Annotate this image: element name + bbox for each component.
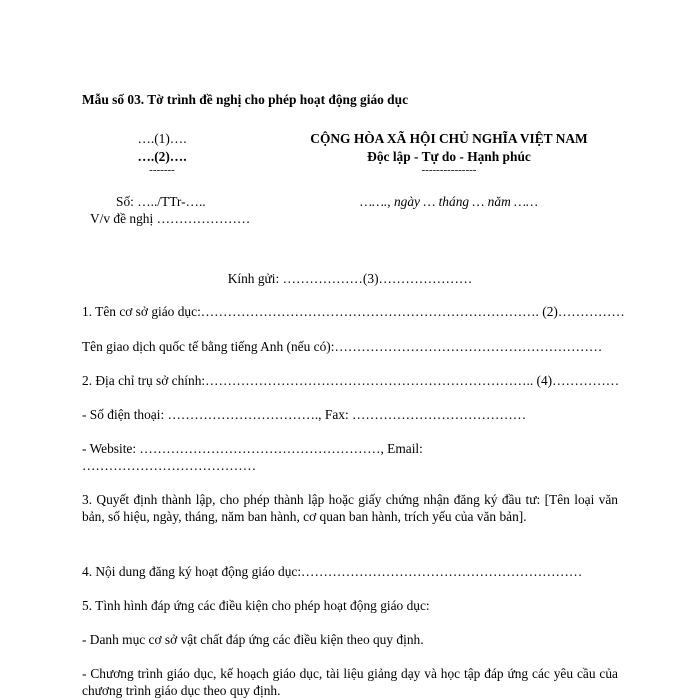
- bullet-facilities: - Danh mục cơ sở vật chất đáp ứng các điều kiện theo quy định.: [82, 632, 424, 647]
- form-title: Mẫu số 03. Tờ trình đề nghị cho phép hoạt động giáo dục: [82, 92, 409, 107]
- agency-line-1: ….(1)….: [137, 131, 187, 146]
- recipient-line: Kính gửi: ………………(3)…………………: [227, 271, 473, 286]
- national-motto: Độc lập - Tự do - Hạnh phúc: [367, 149, 531, 164]
- item-1-facility-name: 1. Tên cơ sở giáo dục:…………………………………………………………………. (2)……………: [82, 304, 625, 319]
- item-5-conditions: 5. Tình hình đáp ứng các điều kiện cho phép hoạt động giáo dục:: [82, 598, 430, 613]
- website-email-line: - Website: ………………………………………………, Email:: [82, 441, 423, 456]
- agency-line-2: ….(2)….: [137, 149, 187, 164]
- document-number: Số: …../TTr-…..: [116, 194, 206, 209]
- subject-line: V/v đề nghị …………………: [90, 211, 251, 226]
- item-4-registration-content: 4. Nội dung đăng ký hoạt động giáo dục:………………………………………………………: [82, 564, 583, 579]
- item-3-establishment-decision: 3. Quyết định thành lập, cho phép thành lập hoặc giấy chứng nhận đăng ký đầu tư: [Tên loại văn bản, số hiệu, ngày, tháng, năm ban hành, cơ quan ban hành, trích yếu của văn bản].: [82, 492, 618, 524]
- right-header-rule: ---------------: [421, 164, 477, 176]
- item-2-address: 2. Địa chỉ trụ sở chính:……………………………………………………………….. (4)……………: [82, 373, 620, 388]
- date-line: ……., ngày … tháng … năm ……: [360, 194, 538, 209]
- email-blank-line: …………………………………: [82, 458, 257, 473]
- left-header-rule: -------: [149, 164, 175, 176]
- nation-name: CỘNG HÒA XÃ HỘI CHỦ NGHĨA VIỆT NAM: [310, 131, 588, 146]
- bullet-curriculum: - Chương trình giáo dục, kế hoạch giáo dục, tài liệu giảng dạy và học tập đáp ứng các yêu cầu của chương trình giáo dục theo quy định.: [82, 666, 618, 698]
- phone-fax-line: - Số điện thoại: ……………………………., Fax: …………………………………: [82, 407, 527, 422]
- english-trade-name: Tên giao dịch quốc tế bằng tiếng Anh (nếu có):……………………………………………………: [82, 339, 603, 354]
